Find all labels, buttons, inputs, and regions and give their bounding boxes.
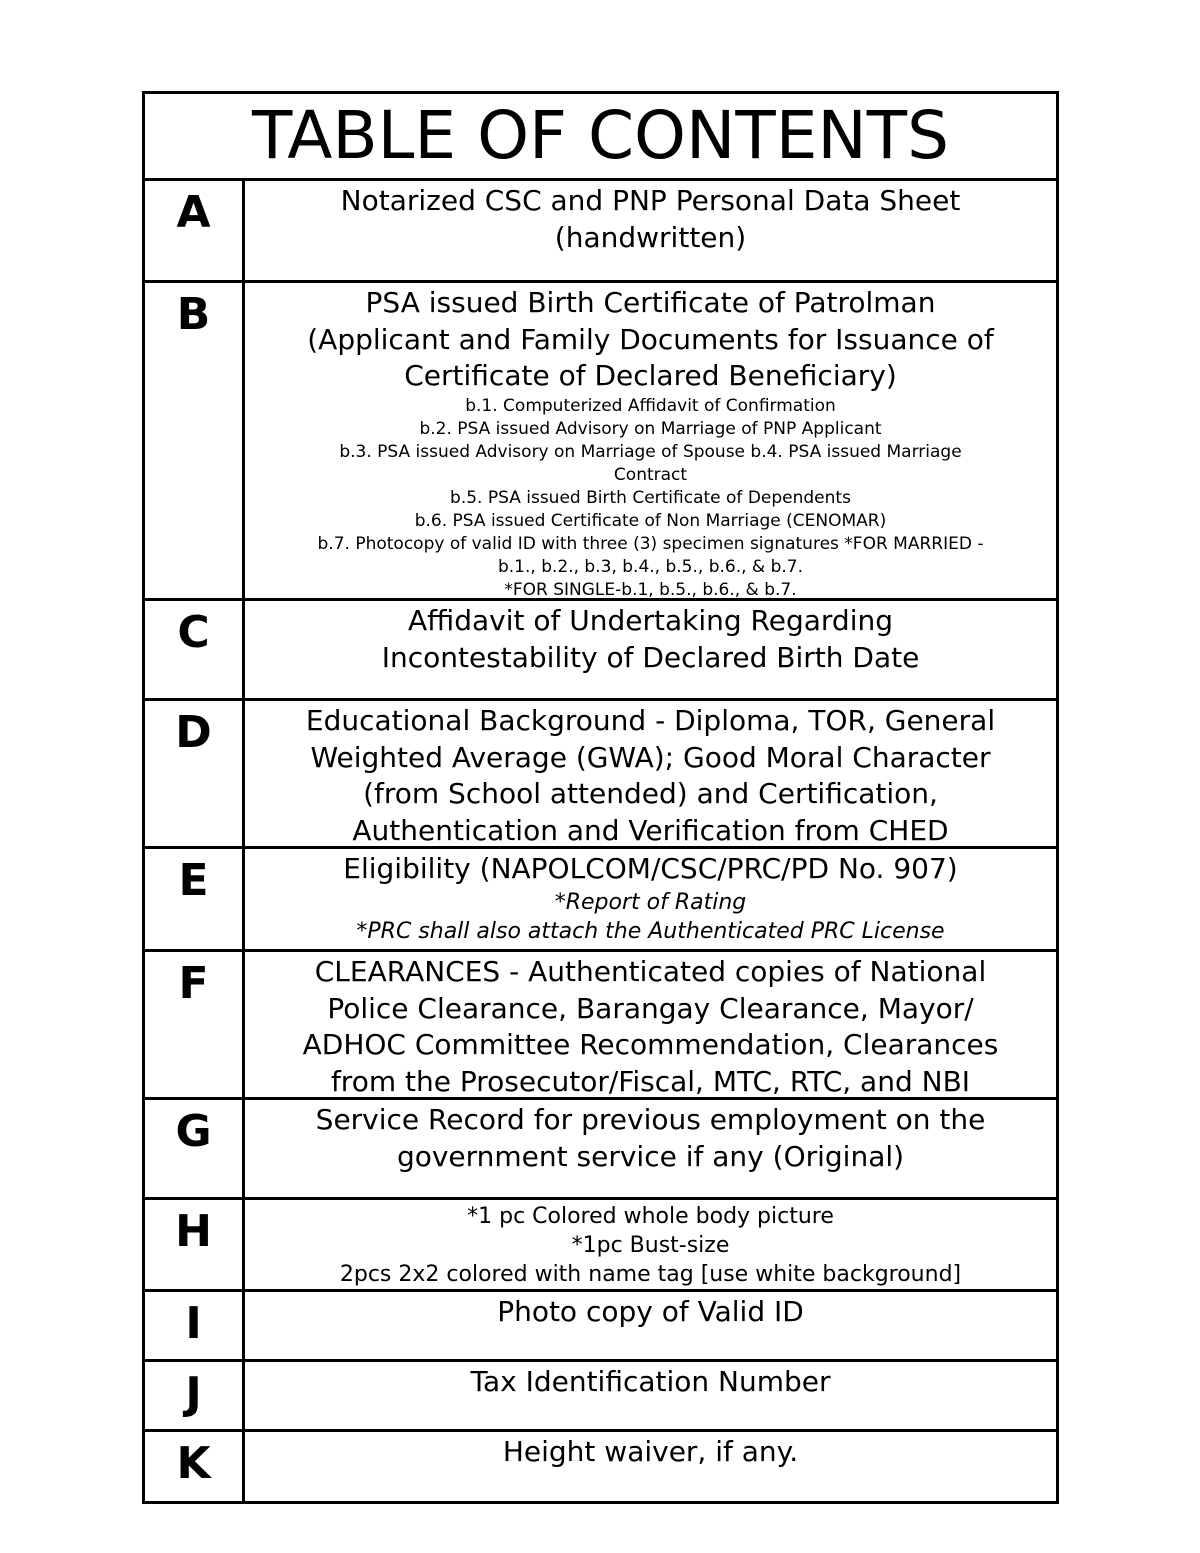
- row-content: Eligibility (NAPOLCOM/CSC/PRC/PD No. 907) *Report of Rating *PRC shall also attach the Authenticated PRC License: [343, 852, 958, 944]
- row-letter: K: [145, 1432, 245, 1501]
- row-content: PSA issued Birth Certificate of Patrolman (Applicant and Family Documents for Issuance of Certificate of Declared Beneficiary) b.1. Computerized Affidavit of Confirmation b.2. PSA issued Advisory on Marriage of PNP Applicant b.3. PSA issued Advisory on Marriage of Spouse b.4. PSA issued Marriage Contract b.5. PSA issued Birth Certificate of Dependents b.6. PSA issued Certificate of Non Marriage (CENOMAR) b.7. Photocopy of valid ID with three (3) specimen signatures *FOR MARRIED - b.1., b.2., b.3, b.4., b.5., b.6., & b.7. *FOR SINGLE-b.1, b.5., b.6., & b.7.: [307, 286, 994, 600]
- row-content: Tax Identification Number: [470, 1365, 831, 1398]
- row-content: CLEARANCES - Authenticated copies of National Police Clearance, Barangay Clearance, Mayor/ ADHOC Committee Recommendation, Clearances from the Prosecutor/Fiscal, MTC, RTC, and NBI: [302, 955, 999, 1098]
- row-content: Height waiver, if any.: [502, 1435, 799, 1468]
- row-letter: F: [145, 952, 245, 1097]
- row-letter: E: [145, 849, 245, 949]
- toc-row-i: [145, 1292, 1056, 1362]
- toc-row-f: [145, 952, 1056, 1100]
- row-letter: B: [145, 283, 245, 598]
- row-letter: C: [145, 601, 245, 698]
- row-letter: D: [145, 701, 245, 846]
- row-letter: H: [145, 1200, 245, 1289]
- row-letter: I: [145, 1292, 245, 1359]
- row-letter: A: [145, 181, 245, 280]
- row-content: Affidavit of Undertaking Regarding Incontestability of Declared Birth Date: [381, 604, 920, 674]
- toc-row-b: [145, 283, 1056, 601]
- toc-row-k: [145, 1432, 1056, 1501]
- toc-row-a: [145, 181, 1056, 283]
- row-letter: G: [145, 1100, 245, 1197]
- row-content: Notarized CSC and PNP Personal Data Sheet (handwritten): [340, 184, 961, 254]
- row-letter: J: [145, 1362, 245, 1429]
- row-content: Photo copy of Valid ID: [497, 1295, 804, 1328]
- page-title: TABLE OF CONTENTS: [145, 94, 1056, 181]
- toc-row-h: [145, 1200, 1056, 1292]
- toc-row-c: [145, 601, 1056, 701]
- table-of-contents: [142, 91, 1059, 1504]
- row-content: Educational Background - Diploma, TOR, General Weighted Average (GWA); Good Moral Character (from School attended) and Certification, Authentication and Verification from CHED: [305, 704, 996, 847]
- toc-row-j: [145, 1362, 1056, 1432]
- row-content: Service Record for previous employment on the government service if any (Original): [315, 1103, 986, 1173]
- toc-row-g: [145, 1100, 1056, 1200]
- toc-row-e: [145, 849, 1056, 952]
- toc-row-d: [145, 701, 1056, 849]
- row-content: *1 pc Colored whole body picture *1pc Bust-size 2pcs 2x2 colored with name tag [use white background]: [339, 1204, 962, 1287]
